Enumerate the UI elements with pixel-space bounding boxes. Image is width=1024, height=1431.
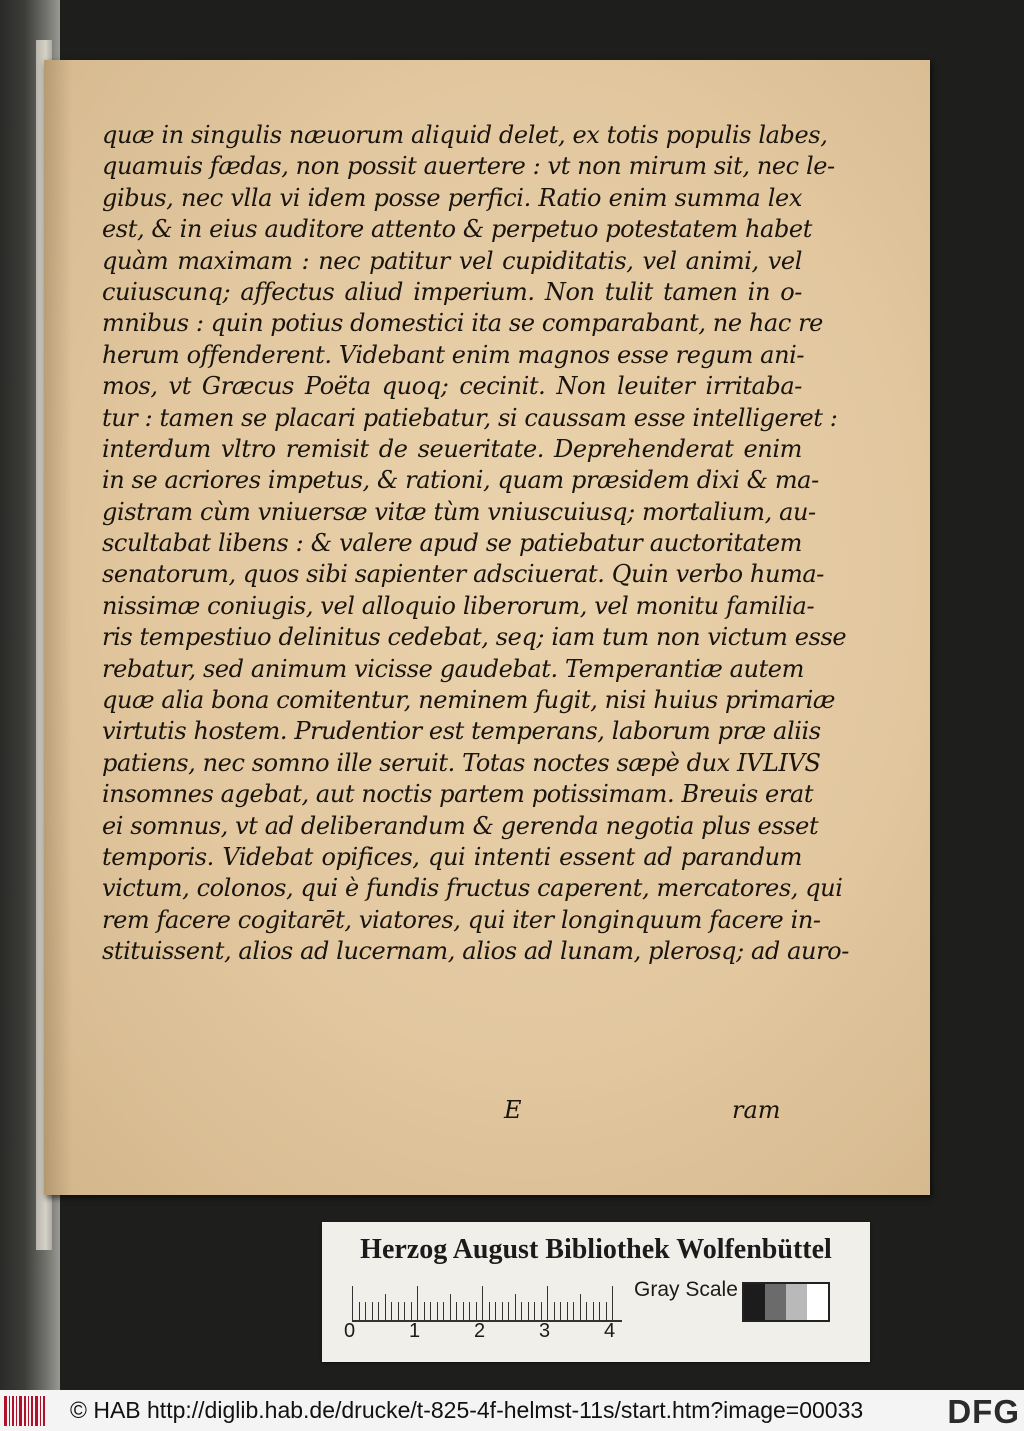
ruler-number: 1 xyxy=(409,1320,421,1342)
barcode-stripe xyxy=(40,1396,41,1426)
ruler-tick xyxy=(534,1302,535,1320)
footer-bar xyxy=(0,1390,1024,1431)
ruler-tick xyxy=(411,1302,412,1320)
ruler-tick xyxy=(515,1294,516,1320)
ruler-number: 2 xyxy=(474,1320,486,1342)
ruler-tick xyxy=(443,1302,444,1320)
ruler-tick xyxy=(352,1286,353,1320)
text-line: nissimæ coniugis, vel alloquio liberorum, vel monitu familia- xyxy=(102,591,815,620)
ruler-tick xyxy=(567,1302,568,1320)
ruler-tick xyxy=(612,1286,613,1320)
ruler-tick xyxy=(482,1286,483,1320)
signature-mark: E xyxy=(504,1096,522,1124)
page-text xyxy=(102,120,849,968)
ruler-tick xyxy=(541,1302,542,1320)
ruler-tick xyxy=(489,1302,490,1320)
ruler-tick xyxy=(599,1302,600,1320)
ruler-tick xyxy=(593,1302,594,1320)
gray-scale-swatches xyxy=(742,1282,830,1322)
ruler-tick xyxy=(385,1294,386,1320)
ruler-tick xyxy=(547,1286,548,1320)
ruler-tick xyxy=(417,1286,418,1320)
text-line: patiens, nec somno ille seruit. Totas noctes sæpè dux IVLIVS xyxy=(102,748,821,777)
barcode-stripe xyxy=(43,1396,45,1426)
ruler-tick xyxy=(606,1302,607,1320)
ruler-tick xyxy=(560,1302,561,1320)
text-line: ris tempestiuo delinitus cedebat, seq; iam tum non victum esse xyxy=(102,623,847,652)
barcode-stripe xyxy=(24,1396,26,1426)
text-line: in se acriores impetus, & rationi, quam præsidem dixi & ma- xyxy=(102,466,819,495)
ruler-tick xyxy=(424,1302,425,1320)
text-line: cuiuscunq; affectus aliud imperium. Non tulit tamen in o- xyxy=(102,277,802,306)
ruler-tick xyxy=(430,1302,431,1320)
ruler-tick xyxy=(463,1302,464,1320)
barcode-icon xyxy=(4,1396,48,1426)
ruler-tick xyxy=(437,1302,438,1320)
ruler-tick xyxy=(521,1302,522,1320)
text-line: rebatur, sed animum vicisse gaudebat. Temperantiæ autem xyxy=(102,654,804,683)
text-line: mnibus : quin potius domestici ita se comparabant, ne hac re xyxy=(102,309,823,338)
ruler-tick xyxy=(456,1302,457,1320)
text-line: quæ alia bona comitentur, neminem fugit, nisi huius primariæ xyxy=(102,686,836,715)
ruler-tick xyxy=(502,1302,503,1320)
text-line: quæ in singulis næuorum aliquid delet, ex totis populis labes, xyxy=(102,121,828,149)
ruler-tick xyxy=(495,1302,496,1320)
text-line: quàm maximam : nec patitur vel cupiditatis, vel animi, vel xyxy=(102,246,802,275)
ruler-number: 0 xyxy=(344,1320,356,1342)
barcode-stripe xyxy=(19,1396,22,1426)
ruler-tick xyxy=(450,1294,451,1320)
gray-swatch xyxy=(765,1284,786,1320)
ruler-tick xyxy=(365,1302,366,1320)
ruler-tick xyxy=(508,1302,509,1320)
barcode-stripe xyxy=(9,1396,10,1426)
catchword: ram xyxy=(732,1096,781,1124)
text-line: temporis. Videbat opifices, qui intenti essent ad parandum xyxy=(102,842,802,871)
ruler-number: 4 xyxy=(604,1320,616,1342)
ruler-tick xyxy=(391,1302,392,1320)
text-line: gistram cùm vniuersæ vitæ tùm vniuscuiusq; mortalium, au- xyxy=(102,497,816,526)
gray-swatch xyxy=(786,1284,807,1320)
barcode-stripe xyxy=(31,1396,33,1426)
ruler-tick xyxy=(580,1294,581,1320)
book-page xyxy=(44,60,930,1195)
ruler-numbers xyxy=(344,1320,644,1342)
text-line: mos, vt Græcus Poëta quoq; cecinit. Non leuiter irritaba- xyxy=(102,372,802,401)
scale-ruler xyxy=(352,1280,622,1322)
ruler-tick xyxy=(476,1302,477,1320)
ruler-tick xyxy=(404,1302,405,1320)
ruler-number: 3 xyxy=(539,1320,551,1342)
text-line: herum offenderent. Videbant enim magnos esse regum ani- xyxy=(102,340,805,369)
text-line: virtutis hostem. Prudentior est temperans, laborum præ aliis xyxy=(102,717,821,746)
text-line: est, & in eius auditore attento & perpetuo potestatem habet xyxy=(102,215,812,244)
ruler-tick xyxy=(469,1302,470,1320)
library-label xyxy=(322,1222,870,1362)
text-line: stituissent, alios ad lucernam, alios ad lunam, plerosq; ad auro- xyxy=(102,937,849,966)
ruler-tick xyxy=(378,1302,379,1320)
text-line: insomnes agebat, aut noctis partem potissimam. Breuis erat xyxy=(102,780,814,809)
gray-swatch xyxy=(807,1284,828,1320)
barcode-stripe xyxy=(12,1396,14,1426)
gray-swatch xyxy=(744,1284,765,1320)
text-line: scultabat libens : & valere apud se patiebatur auctoritatem xyxy=(102,529,802,558)
gray-scale-label: Gray Scale xyxy=(634,1278,738,1301)
barcode-stripe xyxy=(28,1396,29,1426)
barcode-stripe xyxy=(4,1396,7,1426)
ruler-tick xyxy=(398,1302,399,1320)
text-line: senatorum, quos sibi sapienter adsciuerat. Quin verbo huma- xyxy=(102,560,824,589)
text-line: interdum vltro remisit de seueritate. Deprehenderat enim xyxy=(102,434,802,463)
ruler-tick xyxy=(372,1302,373,1320)
text-line: ei somnus, vt ad deliberandum & gerenda negotia plus esset xyxy=(102,811,819,840)
text-line: quamuis fædas, non possit auertere : vt non mirum sit, nec le- xyxy=(102,152,835,181)
ruler-tick xyxy=(554,1302,555,1320)
ruler-tick xyxy=(586,1302,587,1320)
ruler-tick xyxy=(359,1302,360,1320)
text-line: tur : tamen se placari patiebatur, si caussam esse intelligeret : xyxy=(102,403,838,432)
ruler-tick xyxy=(573,1302,574,1320)
text-line: victum, colonos, qui è fundis fructus caperent, mercatores, qui xyxy=(102,874,843,903)
text-line: gibus, nec vlla vi idem posse perfici. Ratio enim summa lex xyxy=(102,183,802,212)
footer-url[interactable]: © HAB http://diglib.hab.de/drucke/t-825-4f-helmst-11s/start.htm?image=00033 xyxy=(70,1397,864,1423)
text-line: rem facere cogitarēt, viatores, qui iter longinquum facere in- xyxy=(102,905,821,934)
ruler-tick xyxy=(528,1302,529,1320)
library-name: Herzog August Bibliothek Wolfenbüttel xyxy=(360,1234,832,1265)
barcode-stripe xyxy=(35,1396,38,1426)
barcode-stripe xyxy=(16,1396,17,1426)
dfg-logo: DFG xyxy=(944,1393,1020,1431)
